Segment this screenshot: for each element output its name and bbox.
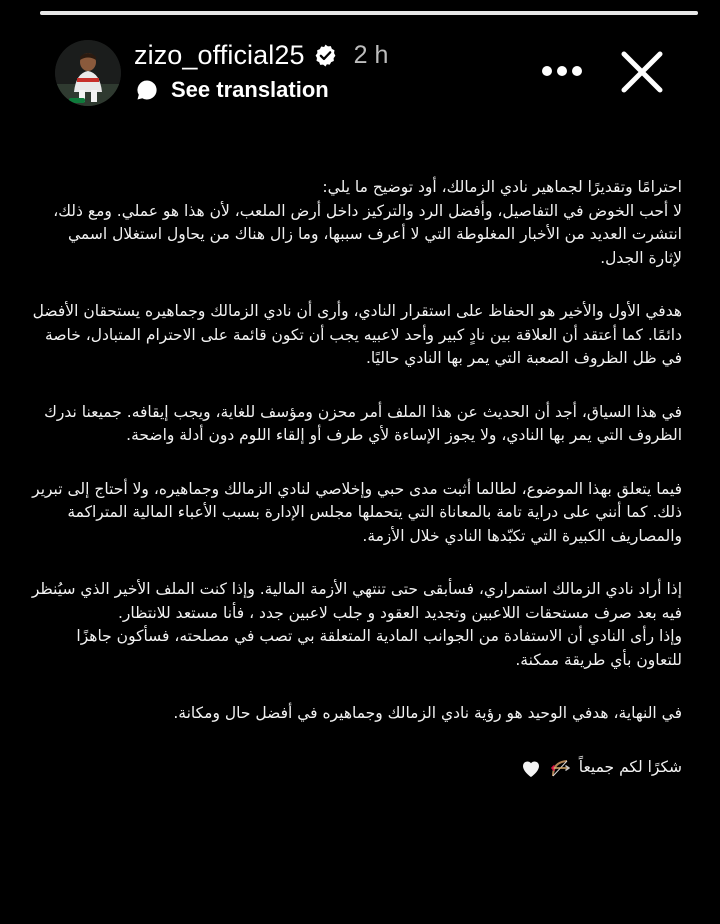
story-header: [134, 38, 388, 72]
more-options-icon: [540, 64, 584, 78]
story-progress-bar: [40, 11, 698, 15]
paragraph-loyalty: فيما يتعلق بهذا الموضوع، لطالما أثبت مدى حبي وإخلاصي لنادي الزمالك وجماهيره، ولا أحتاج إلى تبرير ذلك. كما أنني على دراية تامة بالمعاناة التي يتحملها مجلس الإدارة بسبب الأعباء المالية المتراكمة والمصاريف الكبيرة التي تكبّدها النادي خلال الأزمة.: [32, 479, 682, 545]
paragraph-conclusion: في النهاية، هدفي الوحيد هو رؤية نادي الزمالك وجماهيره في أفضل حال ومكانة.: [173, 704, 682, 722]
paragraph-continuation: إذا أراد نادي الزمالك استمراري، فسأبقى حتى تنتهي الأزمة المالية. وإذا كنت الملف الأخير الذي سيُنظر فيه بعد صرف مستحقات اللاعبين وتجديد العقود و جلب لاعبين جدد ، فأنا مستعد للانتظار. وإذا رأى النادي أن الاستفادة من الجوانب المادية المتعلقة بي تصب في مصلحته، فسأكون جاهزًا للتعاون بأي طريقة ممكنة.: [31, 580, 682, 669]
avatar[interactable]: [55, 40, 121, 106]
more-options-button[interactable]: [536, 56, 588, 86]
paragraph-intro: احترامًا وتقديرًا لجماهير نادي الزمالك، أود توضيح ما يلي: لا أحب الخوض في التفاصيل، وأفضل الرد والتركيز داخل أرض الملعب، لأن هذا هو عملي. ومع ذلك، انتشرت العديد من الأخبار المغلوطة التي لا أعرف سببها، وما زال هناك من يحاول استغلال اسمي لإثارة الجدل.: [53, 178, 682, 267]
post-time: 2 h: [353, 40, 389, 69]
closing-text: شكرًا لكم جميعاً: [578, 757, 682, 776]
paragraph-goal: هدفي الأول والأخير هو الحفاظ على استقرار النادي، وأرى أن نادي الزمالك وجماهيره يستحقان الأفضل دائمًا. كما أعتقد أن العلاقة بين نادٍ كبير وأحد لاعبيه يجب أن تكون قائمة على الاحترام المتبادل، خاصة في ظل الظروف الصعبة التي يمر بها النادي حاليًا.: [32, 302, 682, 367]
speech-bubble-icon: [136, 79, 158, 101]
see-translation-label: See translation: [171, 77, 329, 102]
paragraph-context: في هذا السياق، أجد أن الحديث عن هذا الملف أمر محزن ومؤسف للغاية، ويجب إيقافه. جميعنا ندرك الظروف التي يمر بها النادي، ولا يجوز الإساءة لأي طرف أو إلقاء اللوم دون أدلة واضحة.: [44, 402, 682, 444]
close-icon: [615, 45, 669, 99]
bow-and-arrow-icon: [549, 756, 573, 780]
close-button[interactable]: [615, 45, 669, 99]
verified-badge-icon: [313, 43, 338, 68]
story-progress-fill: [40, 11, 698, 15]
white-heart-icon: [519, 756, 543, 780]
closing-line: [30, 756, 682, 780]
story-text: [30, 176, 682, 780]
avatar-photo-icon: [55, 40, 121, 106]
see-translation-button[interactable]: [136, 75, 329, 105]
username[interactable]: zizo_official25: [134, 39, 305, 70]
